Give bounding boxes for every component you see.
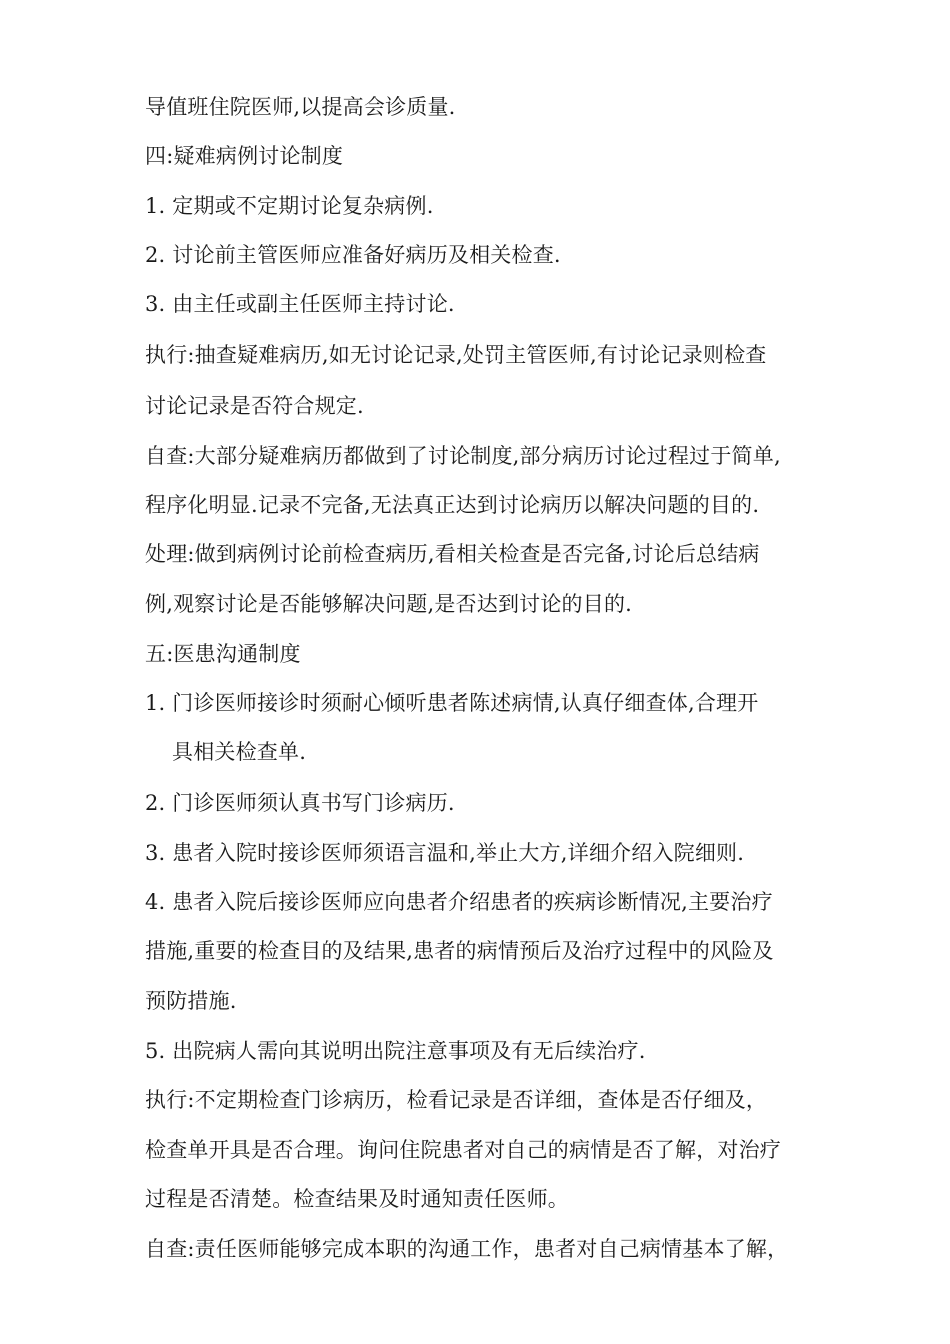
list-item-1b-cont: 具相关检查单. (172, 740, 307, 764)
text-line-handle-1: 处理:做到病例讨论前检查病历,看相关检查是否完备,讨论后总结病 (145, 542, 760, 566)
list-item-4b-cont2: 预防措施. (145, 989, 237, 1013)
list-item-4b-cont1: 措施,重要的检查目的及结果,患者的病情预后及治疗过程中的风险及 (145, 939, 774, 963)
list-item-2b: 2. 门诊医师须认真书写门诊病历. (145, 791, 455, 815)
text-line-execute-1: 执行:抽查疑难病历,如无讨论记录,处罚主管医师,有讨论记录则检查 (145, 343, 767, 367)
text-line-execute-b3: 过程是否清楚。检查结果及时通知责任医师。 (145, 1187, 569, 1211)
list-item-1b: 1. 门诊医师接诊时须耐心倾听患者陈述病情,认真仔细查体,合理开 (145, 691, 759, 715)
text-line-execute-b2: 检查单开具是否合理。询问住院患者对自己的病情是否了解，对治疗 (145, 1138, 781, 1162)
text-line-execute-b1: 执行:不定期检查门诊病历，检看记录是否详细，查体是否仔细及， (145, 1088, 768, 1112)
text-line-handle-2: 例,观察讨论是否能够解决问题,是否达到讨论的目的. (145, 592, 633, 616)
text-line-1: 导值班住院医师,以提高会诊质量. (145, 95, 456, 119)
list-item-1: 1. 定期或不定期讨论复杂病例. (145, 194, 434, 218)
list-item-2: 2. 讨论前主管医师应准备好病历及相关检查. (145, 243, 561, 267)
list-item-4b: 4. 患者入院后接诊医师应向患者介绍患者的疾病诊断情况,主要治疗 (145, 890, 773, 914)
text-line-selfcheck-2: 程序化明显.记录不完备,无法真正达到讨论病历以解决问题的目的. (145, 493, 760, 517)
list-item-3b: 3. 患者入院时接诊医师须语言温和,举止大方,详细介绍入院细则. (145, 841, 745, 865)
list-item-3: 3. 由主任或副主任医师主持讨论. (145, 292, 455, 316)
text-line-selfcheck-1: 自查:大部分疑难病历都做到了讨论制度,部分病历讨论过程过于简单, (145, 444, 781, 468)
section-heading-4: 四:疑难病例讨论制度 (145, 144, 344, 168)
text-line-selfcheck-b1: 自查:责任医师能够完成本职的沟通工作，患者对自己病情基本了解， (145, 1237, 789, 1261)
section-heading-5: 五:医患沟通制度 (145, 642, 301, 666)
list-item-5b: 5. 出院病人需向其说明出院注意事项及有无后续治疗. (145, 1039, 646, 1063)
text-line-execute-2: 讨论记录是否符合规定. (145, 394, 364, 418)
